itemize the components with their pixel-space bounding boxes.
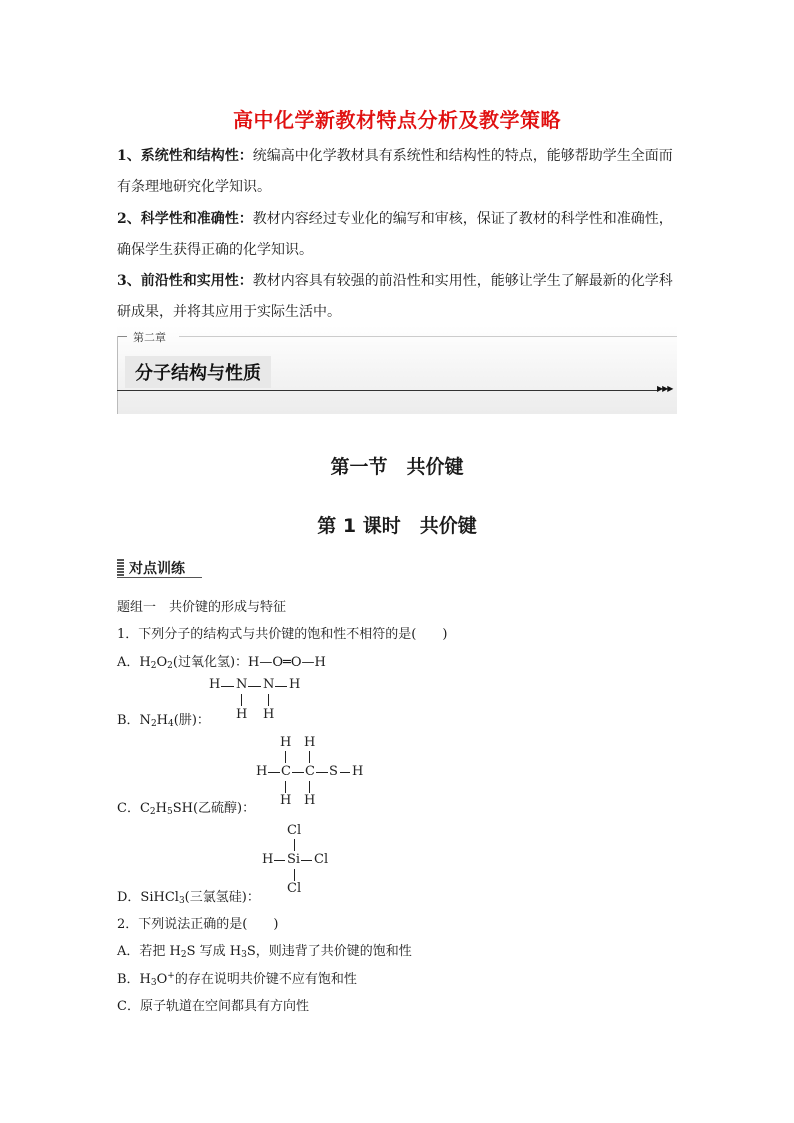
bond — [316, 772, 328, 773]
feature-text: 教材内容经过专业化的编写和审核，保证了教材的科学性和准确性， — [252, 211, 673, 227]
atom-h: H — [304, 793, 316, 808]
bond — [274, 860, 285, 861]
bond — [241, 694, 242, 706]
atom-h: H — [236, 707, 248, 722]
feature-2 — [117, 204, 682, 266]
atom-cl: Cl — [287, 823, 302, 838]
bond — [294, 839, 295, 851]
feature-text: 教材内容具有较强的前沿性和实用性，能够让学生了解最新的化学科 — [252, 273, 673, 289]
page-title: 高中化学新教材特点分析及教学策略 — [233, 108, 561, 132]
bond — [285, 781, 286, 793]
feature-text: 确保学生获得正确的化学知识。 — [117, 242, 313, 258]
q2-option-b: B．$H_3O^+$的存在说明共价键不应有饱和性 — [117, 971, 357, 988]
striped-bar-icon — [117, 559, 124, 576]
atom-c: C — [305, 764, 315, 779]
atom-si: Si — [287, 852, 301, 867]
lesson-title: 第 1 课时 共价键 — [317, 515, 477, 537]
atom-cl: Cl — [287, 881, 302, 896]
q2-option-a: A．若把 $H_2S$ 写成 $H_3S$，则违背了共价键的饱和性 — [117, 944, 412, 960]
atom-n: N — [263, 677, 275, 692]
bond — [309, 751, 310, 763]
q1-option-b: B．$N_2H_4$(肼)： — [117, 713, 210, 729]
q1-option-a: A．$H_2O_2$(过氧化氢)：H—O═O—H — [117, 655, 326, 671]
atom-h: H — [304, 735, 316, 750]
atom-h: H — [263, 707, 275, 722]
banner-arrow-line — [117, 390, 657, 391]
banner-rule — [179, 336, 677, 337]
atom-h: H — [209, 677, 221, 692]
question-2-stem: 2．下列说法正确的是( ) — [117, 917, 279, 932]
chapter-number: 第二章 — [133, 331, 166, 344]
atom-h: H — [256, 764, 268, 779]
atom-h: H — [280, 735, 292, 750]
q2-option-c: C．原子轨道在空间都具有方向性 — [117, 999, 309, 1014]
feature-label: 2、科学性和准确性： — [117, 211, 253, 227]
bond — [294, 869, 295, 881]
arrow-right-icon: ▶▶▶ — [657, 384, 673, 393]
bond — [268, 694, 269, 706]
chapter-banner — [117, 326, 677, 414]
q1-option-d: D．SiHCl$_3$(三氯氢硅)： — [117, 890, 260, 906]
training-underline — [117, 577, 202, 578]
feature-text: 有条理地研究化学知识。 — [117, 179, 271, 195]
atom-s: S — [329, 764, 338, 779]
feature-text: 研成果，并将其应用于实际生活中。 — [117, 304, 341, 320]
atom-c: C — [281, 764, 291, 779]
bond — [309, 781, 310, 793]
atom-h: H — [352, 764, 364, 779]
atom-h: H — [262, 852, 274, 867]
group-title: 题组一 共价键的形成与特征 — [117, 600, 287, 615]
bond — [340, 772, 350, 773]
feature-label: 1、系统性和结构性： — [117, 148, 253, 164]
bond — [301, 860, 312, 861]
feature-text: 统编高中化学教材具有系统性和结构性的特点，能够帮助学生全面而 — [252, 148, 673, 164]
section-title: 第一节 共价键 — [330, 456, 464, 478]
bond — [248, 686, 261, 687]
feature-3 — [117, 266, 682, 328]
atom-h: H — [280, 793, 292, 808]
atom-h: H — [289, 677, 301, 692]
bond — [285, 751, 286, 763]
bond — [268, 772, 280, 773]
bond — [292, 772, 304, 773]
feature-1 — [117, 141, 682, 203]
chapter-title: 分子结构与性质 — [125, 356, 271, 388]
training-heading — [117, 558, 202, 578]
atom-cl: Cl — [314, 852, 329, 867]
q1-option-c: C．$C_2H_5SH$(乙硫醇)： — [117, 801, 256, 817]
question-1-stem: 1．下列分子的结构式与共价键的饱和性不相符的是( ) — [117, 627, 448, 642]
feature-label: 3、前沿性和实用性： — [117, 273, 253, 289]
banner-rule — [117, 336, 127, 337]
bond — [275, 686, 287, 687]
training-label: 对点训练 — [129, 561, 185, 577]
banner-rule — [117, 336, 118, 414]
bond — [221, 686, 234, 687]
atom-n: N — [236, 677, 248, 692]
